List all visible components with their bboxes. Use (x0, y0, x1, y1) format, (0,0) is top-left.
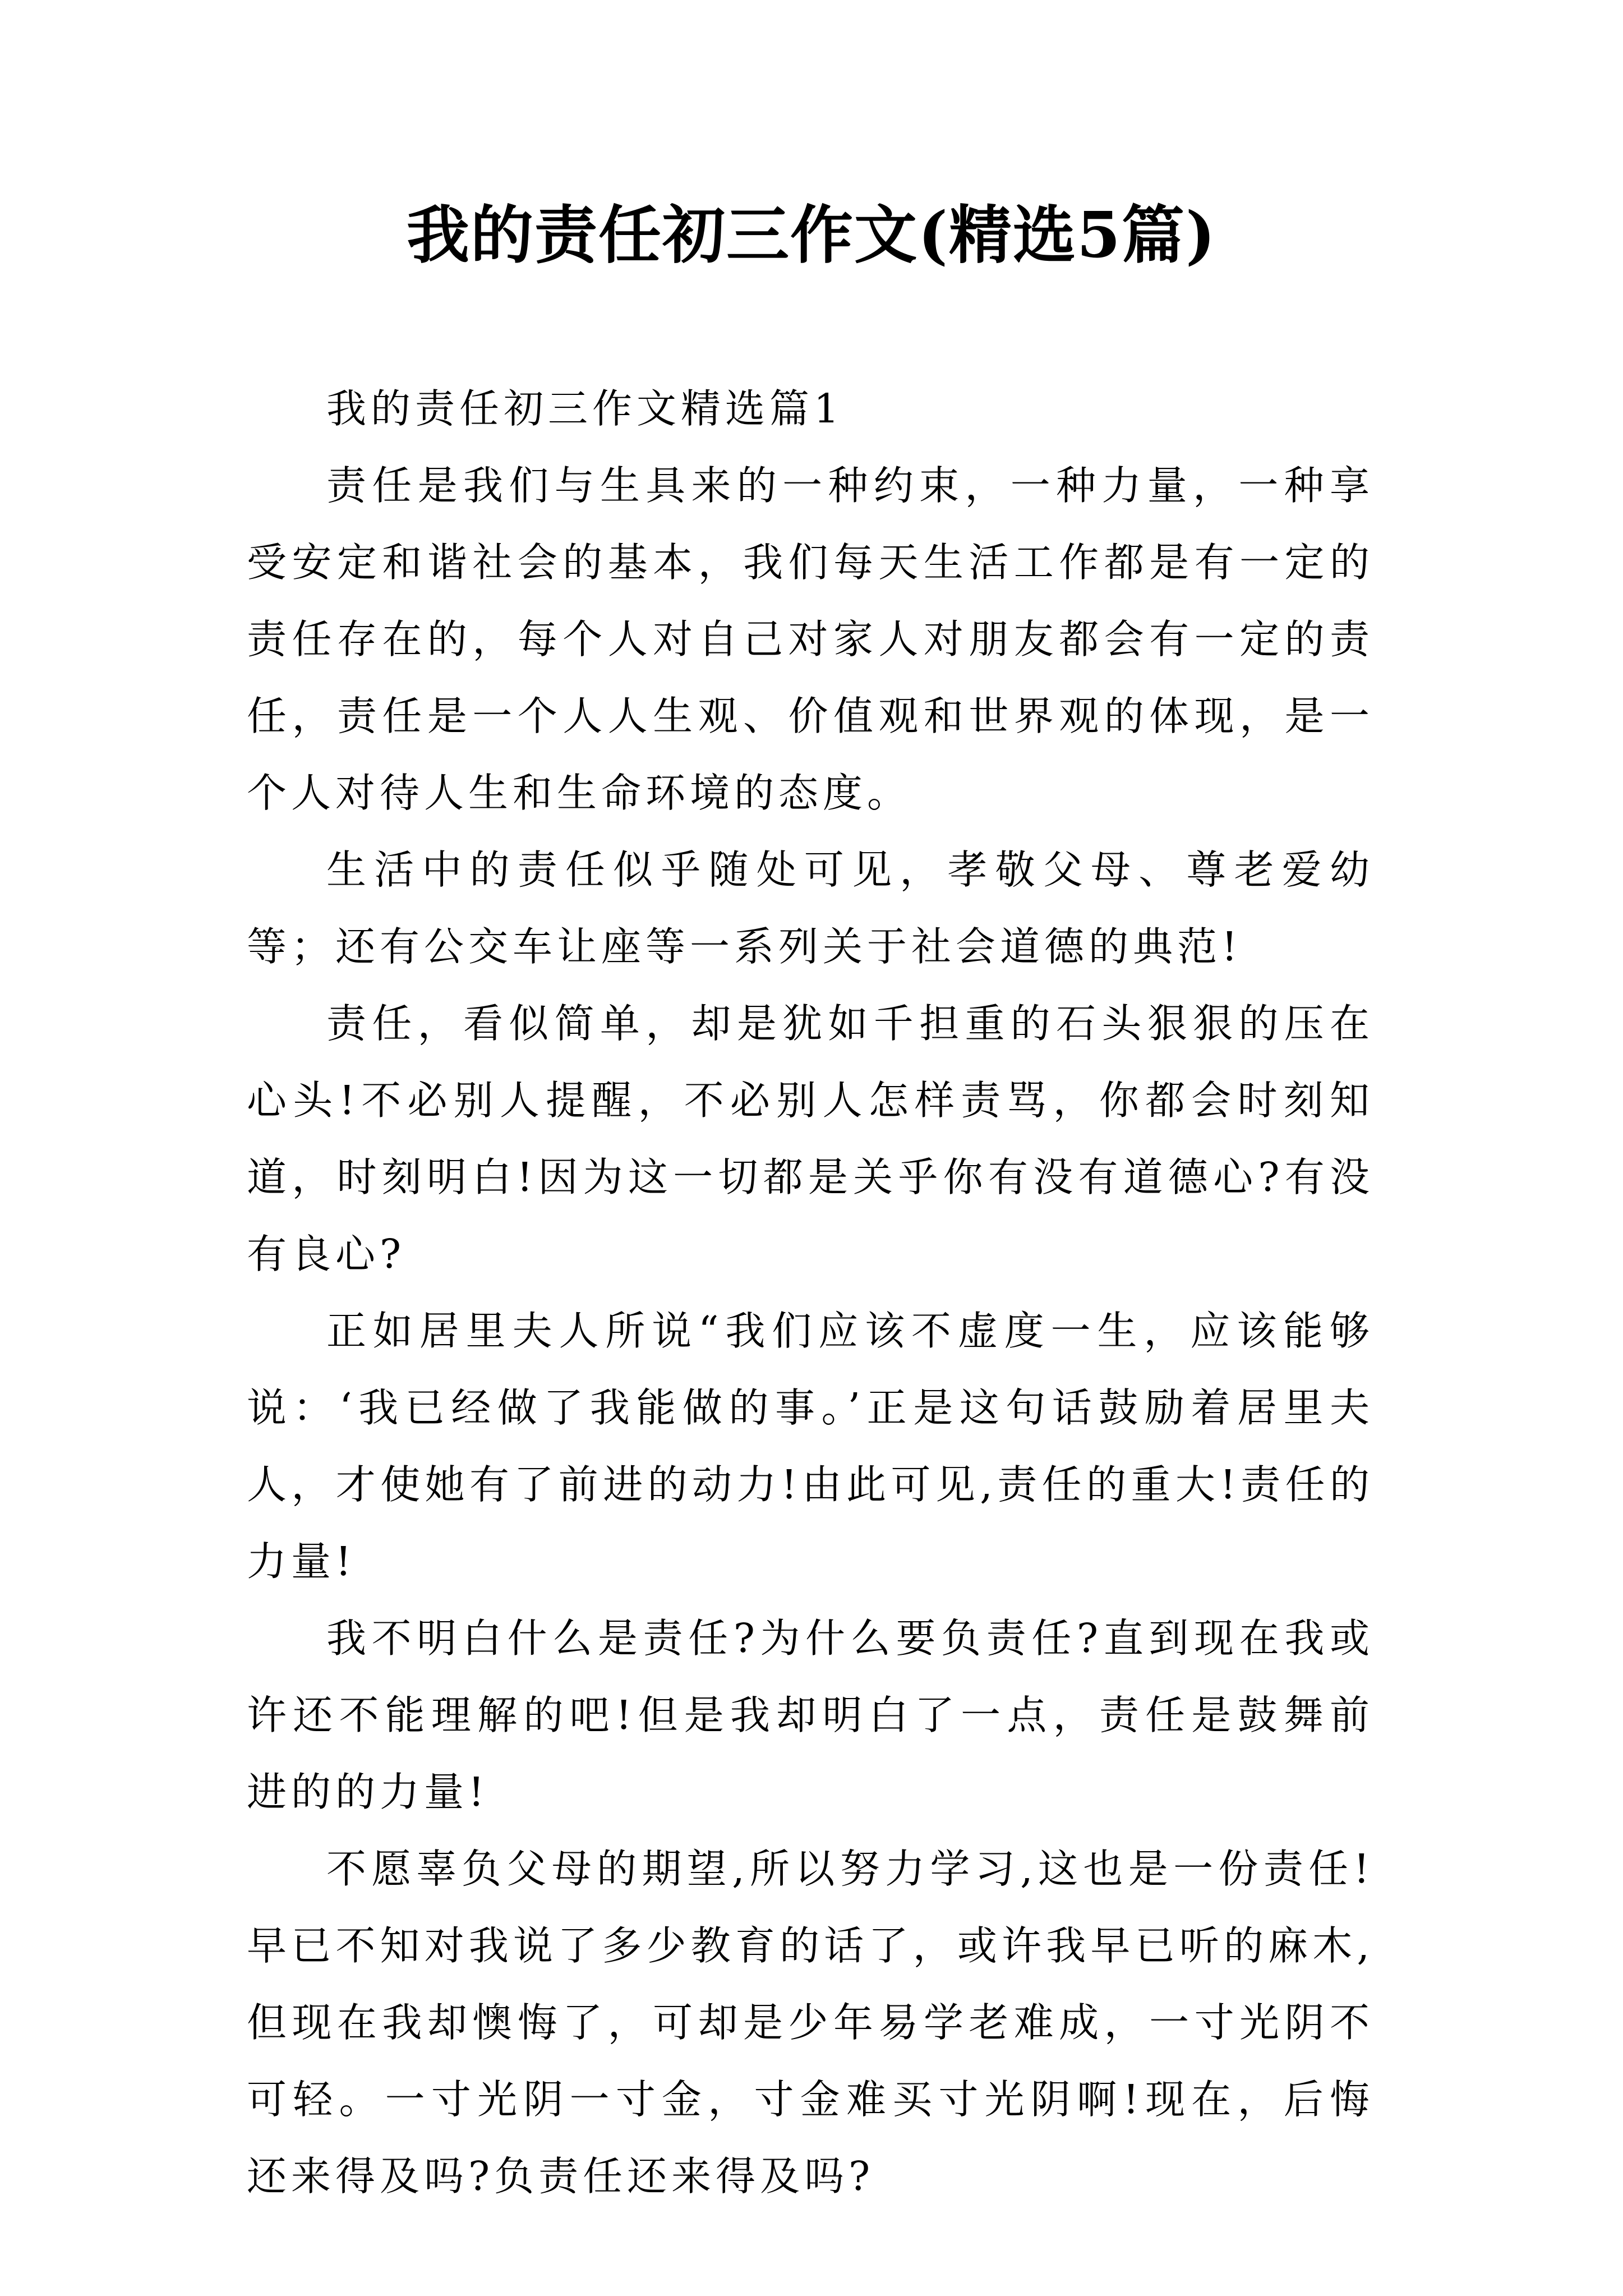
paragraph: 责任，看似简单，却是犹如千担重的石头狠狠的压在心头!不必别人提醒，不必别人怎样责骂，你都会时刻知道，时刻明白!因为这一切都是关乎你有没有道德心?有没有良心? (247, 1000, 1374, 1277)
paragraph: 正如居里夫人所说“我们应该不虚度一生，应该能够说：‘我已经做了我能做的事。’正是这句话鼓励着居里夫人，才使她有了前进的动力!由此可见,责任的重大!责任的力量! (247, 1308, 1374, 1585)
section-heading: 我的责任初三作文精选篇1 (326, 385, 844, 432)
paragraph: 生活中的责任似乎随处可见，孝敬父母、尊老爱幼等；还有公交车让座等一系列关于社会道德的典范! (247, 846, 1374, 970)
paragraph: 我不明白什么是责任?为什么要负责任?直到现在我或许还不能理解的吧!但是我却明白了一点，责任是鼓舞前进的的力量! (247, 1615, 1374, 1815)
document-title: 我的责任初三作文(精选5篇) (407, 199, 1216, 272)
paragraph: 不愿辜负父母的期望,所以努力学习,这也是一份责任!早已不知对我说了多少教育的话了，或许我早已听的麻木,但现在我却懊悔了，可却是少年易学老难成，一寸光阴不可轻。一寸光阴一寸金，寸金难买寸光阴啊!现在，后悔还来得及吗?负责任还来得及吗? (247, 1846, 1374, 2200)
paragraph: 责任是我们与生具来的一种约束，一种力量，一种享受安定和谐社会的基本，我们每天生活工作都是有一定的责任存在的，每个人对自己对家人对朋友都会有一定的责任，责任是一个人人生观、价值观和世界观的体现，是一个人对待人生和生命环境的态度。 (247, 462, 1374, 816)
document-body (247, 370, 1374, 2215)
